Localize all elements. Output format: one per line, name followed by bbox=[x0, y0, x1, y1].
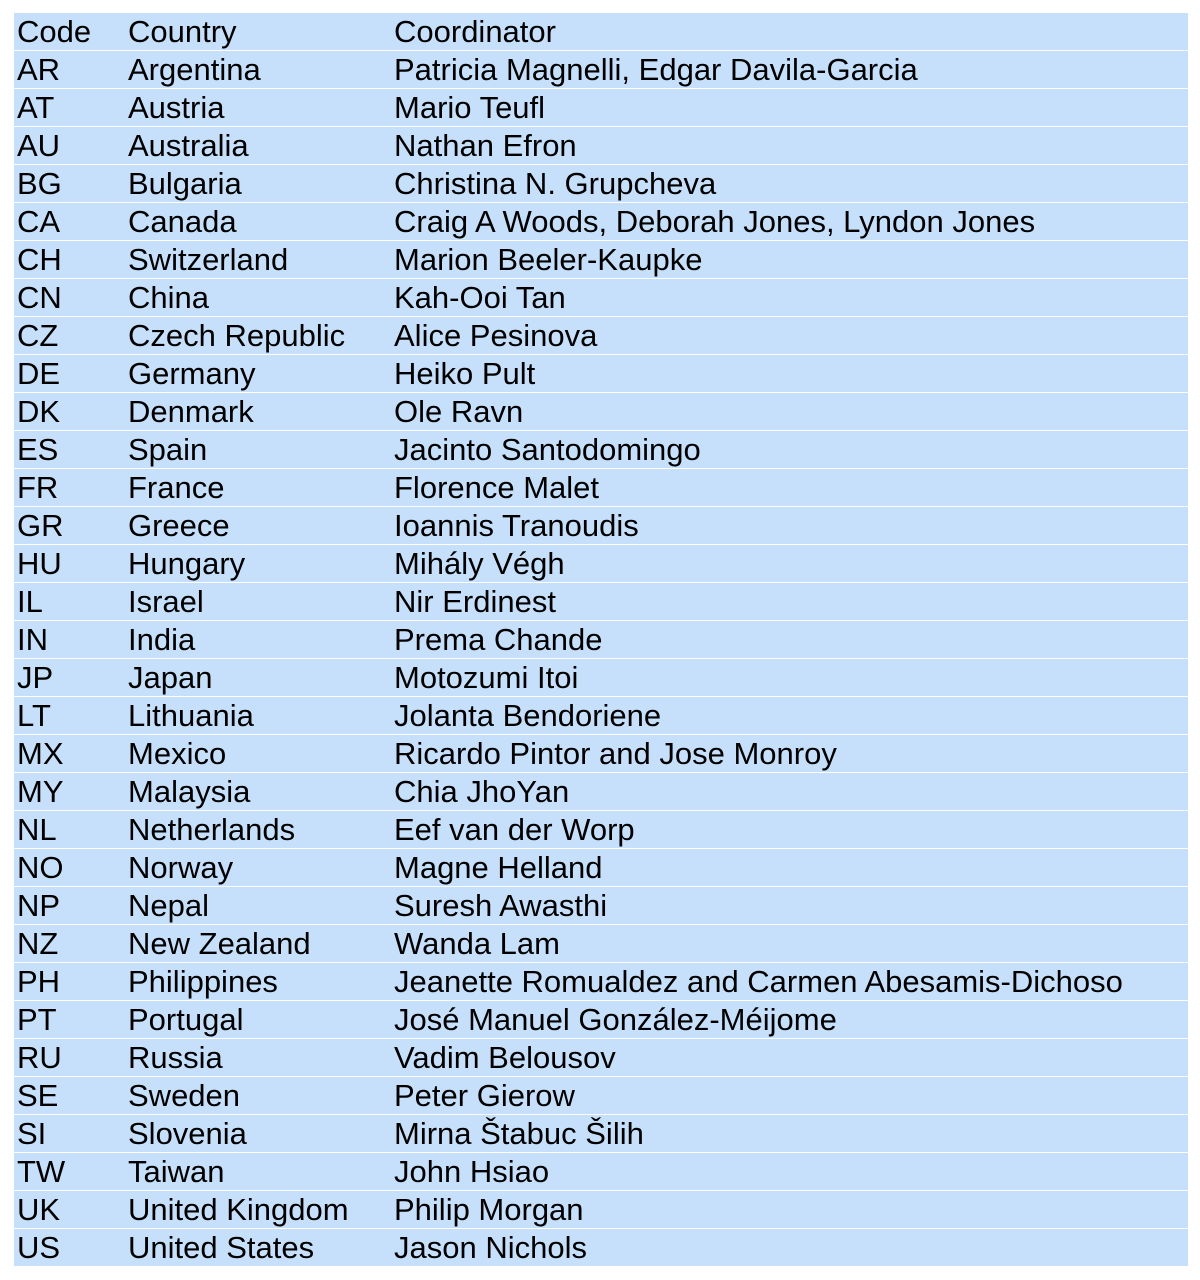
cell-code: SE bbox=[14, 1077, 125, 1115]
cell-country: Lithuania bbox=[125, 697, 391, 735]
table-row bbox=[14, 1229, 1188, 1267]
cell-coordinator: Patricia Magnelli, Edgar Davila-Garcia bbox=[391, 51, 1188, 89]
table-row bbox=[14, 773, 1188, 811]
cell-country: Switzerland bbox=[125, 241, 391, 279]
cell-code: GR bbox=[14, 507, 125, 545]
cell-country: Spain bbox=[125, 431, 391, 469]
cell-code: PT bbox=[14, 1001, 125, 1039]
cell-country: Russia bbox=[125, 1039, 391, 1077]
cell-coordinator: Motozumi Itoi bbox=[391, 659, 1188, 697]
table-row bbox=[14, 1191, 1188, 1229]
cell-coordinator: John Hsiao bbox=[391, 1153, 1188, 1191]
cell-country: Nepal bbox=[125, 887, 391, 925]
cell-code: BG bbox=[14, 165, 125, 203]
cell-code: NO bbox=[14, 849, 125, 887]
cell-country: Hungary bbox=[125, 545, 391, 583]
table-row bbox=[14, 431, 1188, 469]
table-row bbox=[14, 697, 1188, 735]
cell-country: Netherlands bbox=[125, 811, 391, 849]
cell-coordinator: Heiko Pult bbox=[391, 355, 1188, 393]
table-row bbox=[14, 355, 1188, 393]
cell-coordinator: Jolanta Bendoriene bbox=[391, 697, 1188, 735]
table-row bbox=[14, 1077, 1188, 1115]
cell-country: United States bbox=[125, 1229, 391, 1267]
cell-code: RU bbox=[14, 1039, 125, 1077]
cell-code: FR bbox=[14, 469, 125, 507]
cell-coordinator: Philip Morgan bbox=[391, 1191, 1188, 1229]
cell-code: US bbox=[14, 1229, 125, 1267]
cell-code: NP bbox=[14, 887, 125, 925]
cell-coordinator: Jason Nichols bbox=[391, 1229, 1188, 1267]
cell-code: UK bbox=[14, 1191, 125, 1229]
cell-code: MY bbox=[14, 773, 125, 811]
cell-code: MX bbox=[14, 735, 125, 773]
coordinator-table-container bbox=[14, 13, 1188, 1267]
table-row bbox=[14, 1001, 1188, 1039]
cell-country: Norway bbox=[125, 849, 391, 887]
cell-coordinator: Prema Chande bbox=[391, 621, 1188, 659]
cell-code: SI bbox=[14, 1115, 125, 1153]
table-row bbox=[14, 735, 1188, 773]
table-row bbox=[14, 469, 1188, 507]
coordinator-table bbox=[14, 13, 1188, 1267]
table-row bbox=[14, 963, 1188, 1001]
cell-code: NZ bbox=[14, 925, 125, 963]
cell-code: CZ bbox=[14, 317, 125, 355]
cell-code: CN bbox=[14, 279, 125, 317]
cell-code: HU bbox=[14, 545, 125, 583]
cell-country: Taiwan bbox=[125, 1153, 391, 1191]
cell-country: Bulgaria bbox=[125, 165, 391, 203]
cell-coordinator: Craig A Woods, Deborah Jones, Lyndon Jones bbox=[391, 203, 1188, 241]
cell-code: IL bbox=[14, 583, 125, 621]
cell-country: New Zealand bbox=[125, 925, 391, 963]
table-row bbox=[14, 1115, 1188, 1153]
header-country: Country bbox=[125, 13, 391, 51]
table-row bbox=[14, 621, 1188, 659]
cell-country: Canada bbox=[125, 203, 391, 241]
table-row bbox=[14, 887, 1188, 925]
cell-coordinator: Mario Teufl bbox=[391, 89, 1188, 127]
table-row bbox=[14, 127, 1188, 165]
cell-country: Czech Republic bbox=[125, 317, 391, 355]
cell-country: Austria bbox=[125, 89, 391, 127]
cell-coordinator: Nir Erdinest bbox=[391, 583, 1188, 621]
cell-coordinator: Jacinto Santodomingo bbox=[391, 431, 1188, 469]
cell-code: DK bbox=[14, 393, 125, 431]
cell-country: Mexico bbox=[125, 735, 391, 773]
cell-coordinator: José Manuel González-Méijome bbox=[391, 1001, 1188, 1039]
table-row bbox=[14, 659, 1188, 697]
cell-code: CA bbox=[14, 203, 125, 241]
cell-country: Slovenia bbox=[125, 1115, 391, 1153]
cell-country: Portugal bbox=[125, 1001, 391, 1039]
table-row bbox=[14, 507, 1188, 545]
table-row bbox=[14, 279, 1188, 317]
cell-coordinator: Chia JhoYan bbox=[391, 773, 1188, 811]
cell-code: AU bbox=[14, 127, 125, 165]
cell-country: Argentina bbox=[125, 51, 391, 89]
cell-coordinator: Ioannis Tranoudis bbox=[391, 507, 1188, 545]
cell-country: France bbox=[125, 469, 391, 507]
cell-coordinator: Wanda Lam bbox=[391, 925, 1188, 963]
cell-country: Israel bbox=[125, 583, 391, 621]
cell-country: Denmark bbox=[125, 393, 391, 431]
cell-coordinator: Jeanette Romualdez and Carmen Abesamis-Dichoso bbox=[391, 963, 1188, 1001]
cell-country: Australia bbox=[125, 127, 391, 165]
table-header-row bbox=[14, 13, 1188, 51]
cell-country: Japan bbox=[125, 659, 391, 697]
cell-code: IN bbox=[14, 621, 125, 659]
table-header bbox=[14, 13, 1188, 51]
cell-coordinator: Suresh Awasthi bbox=[391, 887, 1188, 925]
cell-coordinator: Marion Beeler-Kaupke bbox=[391, 241, 1188, 279]
cell-coordinator: Kah-Ooi Tan bbox=[391, 279, 1188, 317]
cell-code: LT bbox=[14, 697, 125, 735]
table-row bbox=[14, 925, 1188, 963]
cell-country: China bbox=[125, 279, 391, 317]
cell-coordinator: Christina N. Grupcheva bbox=[391, 165, 1188, 203]
cell-coordinator: Vadim Belousov bbox=[391, 1039, 1188, 1077]
cell-country: India bbox=[125, 621, 391, 659]
table-row bbox=[14, 545, 1188, 583]
cell-code: NL bbox=[14, 811, 125, 849]
cell-country: Philippines bbox=[125, 963, 391, 1001]
table-row bbox=[14, 241, 1188, 279]
table-row bbox=[14, 583, 1188, 621]
table-row bbox=[14, 393, 1188, 431]
cell-coordinator: Nathan Efron bbox=[391, 127, 1188, 165]
table-row bbox=[14, 51, 1188, 89]
cell-coordinator: Florence Malet bbox=[391, 469, 1188, 507]
cell-coordinator: Ole Ravn bbox=[391, 393, 1188, 431]
table-row bbox=[14, 1039, 1188, 1077]
header-coordinator: Coordinator bbox=[391, 13, 1188, 51]
cell-coordinator: Peter Gierow bbox=[391, 1077, 1188, 1115]
cell-country: Germany bbox=[125, 355, 391, 393]
cell-coordinator: Mirna Štabuc Šilih bbox=[391, 1115, 1188, 1153]
cell-code: AR bbox=[14, 51, 125, 89]
header-code: Code bbox=[14, 13, 125, 51]
cell-coordinator: Eef van der Worp bbox=[391, 811, 1188, 849]
cell-country: United Kingdom bbox=[125, 1191, 391, 1229]
cell-coordinator: Magne Helland bbox=[391, 849, 1188, 887]
table-row bbox=[14, 165, 1188, 203]
cell-code: CH bbox=[14, 241, 125, 279]
cell-code: ES bbox=[14, 431, 125, 469]
cell-code: AT bbox=[14, 89, 125, 127]
cell-country: Malaysia bbox=[125, 773, 391, 811]
cell-code: PH bbox=[14, 963, 125, 1001]
cell-coordinator: Ricardo Pintor and Jose Monroy bbox=[391, 735, 1188, 773]
cell-code: DE bbox=[14, 355, 125, 393]
cell-coordinator: Alice Pesinova bbox=[391, 317, 1188, 355]
table-row bbox=[14, 203, 1188, 241]
cell-country: Greece bbox=[125, 507, 391, 545]
cell-code: TW bbox=[14, 1153, 125, 1191]
table-row bbox=[14, 89, 1188, 127]
table-row bbox=[14, 317, 1188, 355]
table-row bbox=[14, 1153, 1188, 1191]
cell-coordinator: Mihály Végh bbox=[391, 545, 1188, 583]
table-row bbox=[14, 811, 1188, 849]
table-row bbox=[14, 849, 1188, 887]
cell-country: Sweden bbox=[125, 1077, 391, 1115]
table-body bbox=[14, 51, 1188, 1267]
cell-code: JP bbox=[14, 659, 125, 697]
